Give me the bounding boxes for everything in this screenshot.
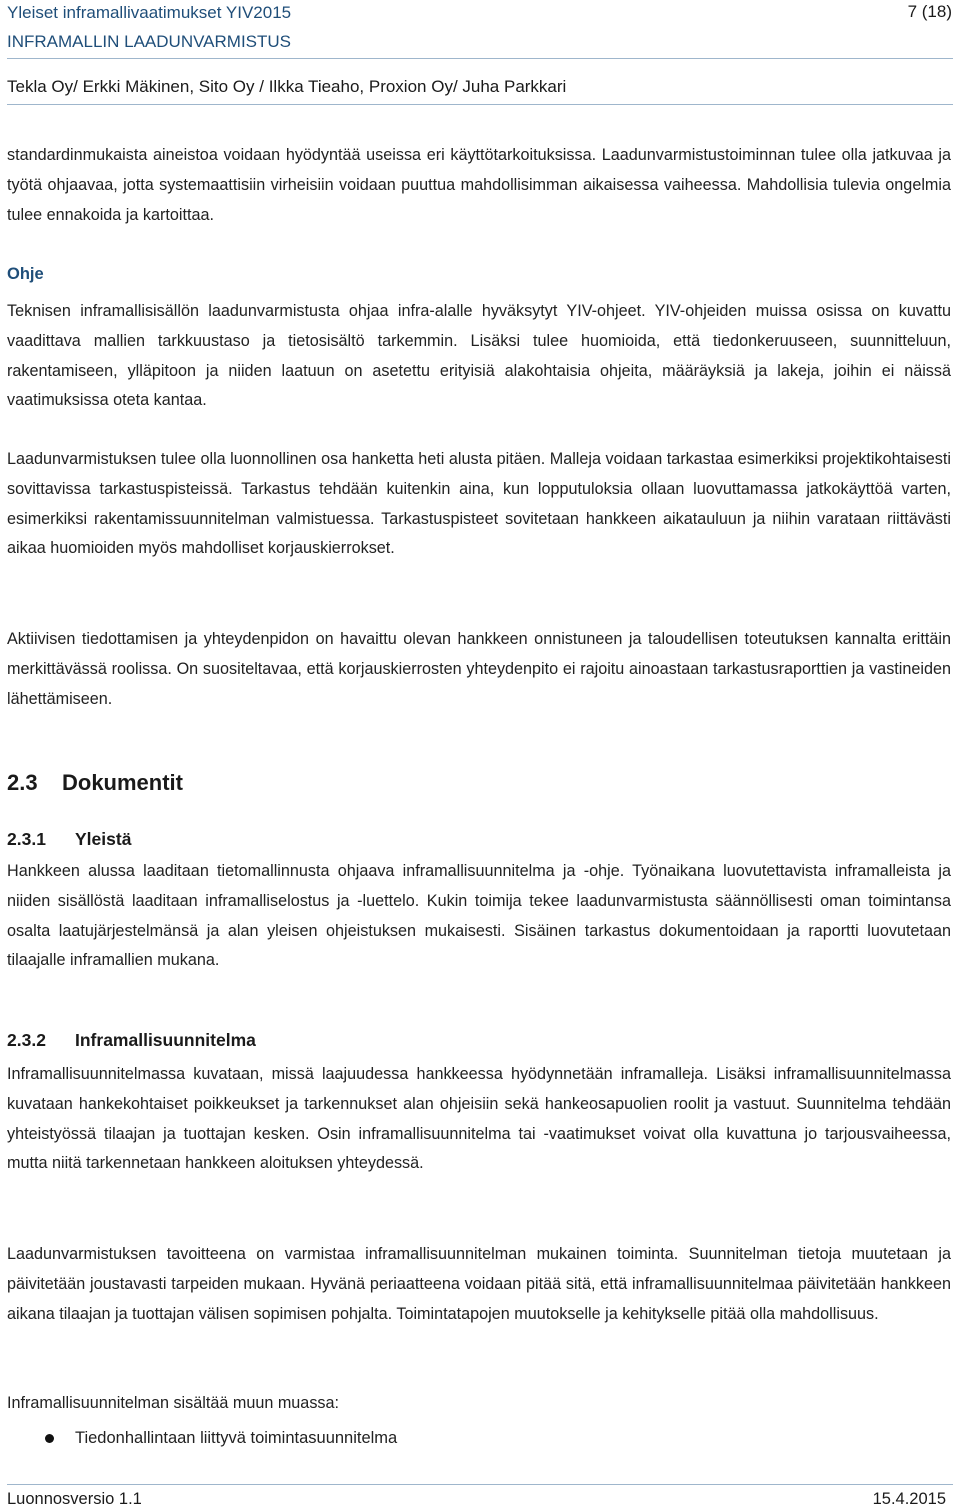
document-subtitle: INFRAMALLIN LAADUNVARMISTUS [7,32,292,51]
section-number: 2.3.1 [7,829,46,849]
section-heading-2-3-1 [7,829,131,850]
plan-paragraph: Inframallisuunnitelmassa kuvataan, missä laajuudessa hankkeessa hyödynnetään inframalleja. Lisäksi inframallisuunnitelmassa kuvataan hankekohtaiset poikkeukset ja tarkennukset alan ohjeisiin sekä hankeosapuolien roolit ja vastuut. Suunnitelma tehdään yhteistyössä tilaajan ja tuottajan kesken. Osin inframallisuunnitelma tai -vaatimukset voivat olla kuvattuna jo tarjousvaiheessa, mutta niitä tarkennetaan hankkeen aloituksen yhteydessä. [7,1065,951,1173]
bullet-icon [45,1434,54,1443]
list-intro: Inframallisuunnitelman sisältää muun muassa: [7,1394,340,1412]
footer-divider [7,1484,953,1485]
section-number: 2.3 [7,770,38,795]
bullet-list [7,1423,397,1453]
plan-quality-paragraph: Laadunvarmistuksen tavoitteena on varmistaa inframallisuunnitelman mukainen toiminta. Suunnitelman tietoja muutetaan ja päivitetään joustavasti tarpeiden mukaan. Hyvänä periaatteena voidaan pitää sitä, että inframallisuunnitelmaa päivitetään hankkeen aikana tilaajan ja tuottajan välisen sopimisen pohjalta. Toimintatapojen muutokselle ja kehitykselle pitää olla mahdollisuus. [7,1245,951,1323]
section-heading-2-3 [7,770,183,796]
quality-paragraph: Laadunvarmistuksen tulee olla luonnollinen osa hanketta heti alusta pitäen. Malleja voidaan tarkastaa esimerkiksi projektikohtaisesti sovittavissa tarkastuspisteissä. Tarkastus tehdään kuitenkin aina, kun lopputuloksia ollaan luovuttamassa jatkokäyttöä varten, esimerkiksi rakentamissuunnitelman valmistuessa. Tarkastuspisteet sovitetaan hankkeen aikatauluun ja niihin varataan riittävästi aikaa huomioiden myös mahdolliset korjauskierrokset. [7,450,951,558]
section-title: Inframallisuunnitelma [75,1030,256,1050]
section-number: 2.3.2 [7,1030,46,1050]
ohje-heading: Ohje [7,265,44,283]
header-divider [7,58,953,59]
section-heading-2-3-2 [7,1030,256,1051]
document-title: Yleiset inframallivaatimukset YIV2015 [7,3,292,22]
footer-version: Luonnosversio 1.1 [7,1490,142,1508]
list-item-text: Tiedonhallintaan liittyvä toimintasuunnitelma [75,1429,398,1447]
communication-paragraph: Aktiivisen tiedottamisen ja yhteydenpidon on havaittu olevan hankkeen onnistuneen ja taloudellisen toteutuksen kannalta erittäin merkittävässä roolissa. On suositeltavaa, että korjauskierrosten yhteydenpito ei rajoitu ainoastaan tarkastusraporttien ja vastineiden lähettämiseen. [7,630,951,708]
list-item [7,1423,397,1453]
ohje-paragraph: Teknisen inframallisisällön laadunvarmistusta ohjaa infra-alalle hyväksytyt YIV-ohjeet. YIV-ohjeiden muissa osissa on kuvattu vaadittava mallien tarkkuustaso ja tietosisältö tarkemmin. Lisäksi tulee huomioida, että tiedonkeruuseen, suunnitteluun, rakentamiseen, ylläpitoon ja niiden laatuun on asetettu erityisiä alakohtaisia ohjeita, määräyksiä ja lakeja, joihin ei näissä vaatimuksissa oteta kantaa. [7,302,951,410]
intro-paragraph: standardinmukaista aineistoa voidaan hyödyntää useissa eri käyttötarkoituksissa. Laadunvarmistustoiminnan tulee olla jatkuvaa ja työtä ohjaavaa, jotta systemaattisiin virheisiin voidaan puuttua mahdollisimman aikaisessa vaiheessa. Mahdollisia tulevia ongelmia tulee ennakoida ja kartoittaa. [7,146,951,224]
page-number: 7 (18) [907,2,952,21]
header-divider-bottom [7,104,953,105]
general-paragraph: Hankkeen alussa laaditaan tietomallinnusta ohjaava inframallisuunnitelma ja -ohje. Työnaikana luovutettavista inframalleista ja niiden sisällöstä laaditaan inframalliselostus ja -luettelo. Kukin toimija tekee laadunvarmistusta säännöllisesti oman toimintansa osalta laatujärjestelmänsä ja alan yleisen ohjeistuksen mukaisesti. Sisäinen tarkastus dokumentoidaan ja raportti luovutetaan tilaajalle inframallien mukana. [7,862,951,970]
document-authors: Tekla Oy/ Erkki Mäkinen, Sito Oy / Ilkka Tieaho, Proxion Oy/ Juha Parkkari [7,77,567,96]
footer-date: 15.4.2015 [872,1490,946,1508]
section-title: Dokumentit [62,770,183,795]
section-title: Yleistä [75,829,132,849]
